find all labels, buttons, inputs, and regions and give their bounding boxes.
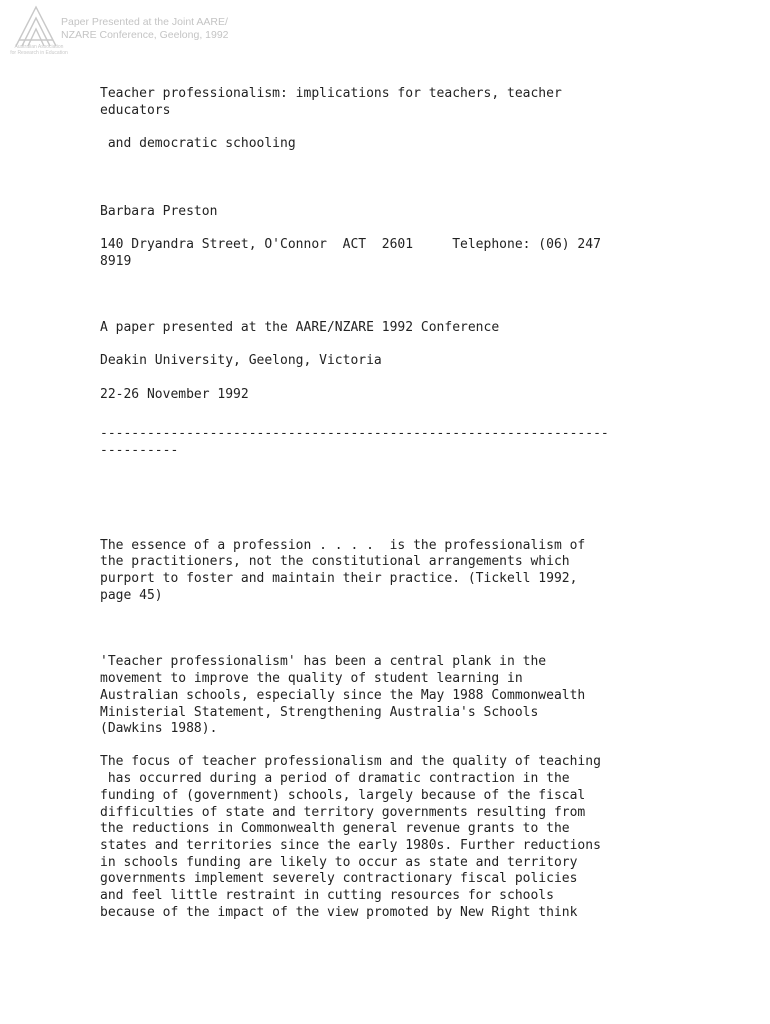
title-line: educators	[100, 103, 171, 118]
paragraph-line: has occurred during a period of dramatic contraction in the	[100, 771, 570, 786]
title-line: Teacher professionalism: implications for teachers, teacher	[100, 86, 562, 101]
conference-note	[61, 16, 229, 42]
logo-caption-line2: for Research in Education	[10, 50, 68, 56]
paragraph-line: The focus of teacher professionalism and the quality of teaching	[100, 754, 601, 769]
paragraph-line: Ministerial Statement, Strengthening Australia's Schools	[100, 705, 539, 720]
conference-note-line2: NZARE Conference, Geelong, 1992	[61, 29, 229, 41]
address-line: 140 Dryandra Street, O'Connor ACT 2601 Telephone: (06) 247	[100, 237, 601, 252]
venue: Deakin University, Geelong, Victoria	[100, 353, 382, 368]
conference-header	[4, 4, 304, 60]
logo-caption	[4, 44, 74, 56]
conference-note-line1: Paper Presented at the Joint AARE/	[61, 16, 228, 28]
rule-line: ----------	[100, 443, 179, 458]
quote-line: The essence of a profession . . . . is the professionalism of	[100, 538, 586, 553]
conference-dates: 22-26 November 1992	[100, 387, 249, 402]
quote-line: page 45)	[100, 588, 163, 603]
paragraph-line: because of the impact of the view promoted by New Right think	[100, 905, 578, 920]
author-name: Barbara Preston	[100, 204, 218, 219]
paragraph-line: the reductions in Commonwealth general revenue grants to the	[100, 821, 570, 836]
presented-at: A paper presented at the AARE/NZARE 1992 Conference	[100, 320, 500, 335]
quote-line: purport to foster and maintain their practice. (Tickell 1992,	[100, 571, 578, 586]
paragraph-line: states and territories since the early 1980s. Further reductions	[100, 838, 601, 853]
paragraph-line: governments implement severely contractionary fiscal policies	[100, 871, 578, 886]
paragraph-line: movement to improve the quality of student learning in	[100, 671, 523, 686]
logo-caption-line1: Australian Association	[14, 44, 64, 50]
paragraph-line: and feel little restraint in cutting resources for schools	[100, 888, 554, 903]
title-line: and democratic schooling	[100, 136, 296, 151]
quote-line: the practitioners, not the constitutional arrangements which	[100, 554, 570, 569]
paragraph-line: in schools funding are likely to occur as state and territory	[100, 855, 578, 870]
paragraph-line: funding of (government) schools, largely because of the fiscal	[100, 788, 586, 803]
paragraph-line: Australian schools, especially since the May 1988 Commonwealth	[100, 688, 586, 703]
paragraph-line: 'Teacher professionalism' has been a central plank in the	[100, 654, 547, 669]
paragraph-line: (Dawkins 1988).	[100, 721, 218, 736]
address-line: 8919	[100, 254, 132, 269]
paragraph-line: difficulties of state and territory governments resulting from	[100, 805, 586, 820]
rule-line: -----------------------------------------------------------------	[100, 426, 609, 441]
